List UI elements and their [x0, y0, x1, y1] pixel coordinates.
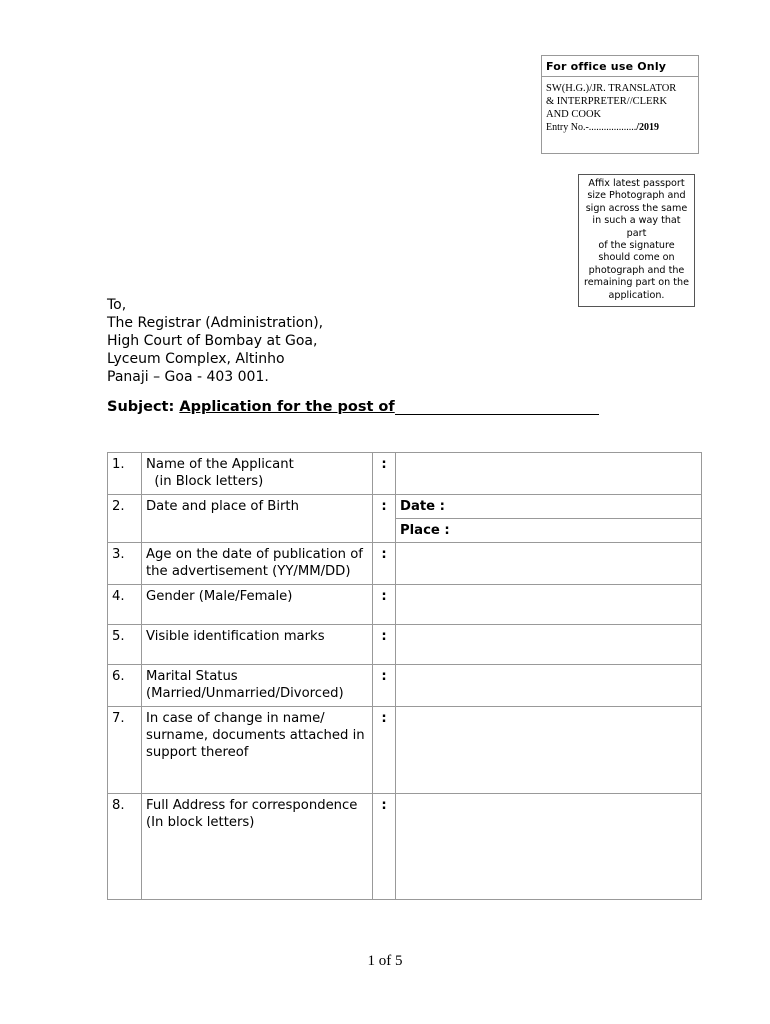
entry-number-prefix: Entry No.-...................: [546, 122, 637, 133]
row-label-line: Age on the date of publication of: [146, 547, 363, 562]
address-salutation: To,: [107, 297, 127, 313]
photo-instruction-line: in such a way that: [592, 215, 681, 227]
photo-instruction-line: size Photograph and: [587, 190, 686, 202]
photo-instruction-line: should come on: [598, 252, 675, 264]
row-number: 1.: [108, 453, 142, 495]
photo-instruction-line: photograph and the: [588, 264, 685, 276]
row-label-line: Marital Status: [146, 669, 238, 684]
row-label: [142, 665, 373, 707]
photo-instruction-line: application.: [608, 289, 665, 301]
age-field[interactable]: [396, 543, 702, 585]
row-label-line: Full Address for correspondence: [146, 798, 358, 813]
row-number: 4.: [108, 585, 142, 625]
row-label-line: In case of change in name/: [146, 711, 325, 726]
entry-number-year: /2019: [636, 122, 660, 133]
row-colon: :: [373, 495, 396, 543]
subject-line: [107, 399, 599, 415]
row-number: 5.: [108, 625, 142, 665]
table-row: [108, 585, 702, 625]
table-row: [108, 665, 702, 707]
row-colon: :: [373, 665, 396, 707]
page-number: 1 of 5: [367, 953, 403, 969]
photo-affix-box: [578, 174, 695, 307]
photo-instruction-line: Affix latest passport: [588, 178, 685, 189]
table-row: [108, 543, 702, 585]
applicant-name-field[interactable]: [396, 453, 702, 495]
row-colon: :: [373, 707, 396, 794]
identification-marks-field[interactable]: [396, 625, 702, 665]
photo-instruction-line: part: [626, 227, 647, 239]
row-colon: :: [373, 794, 396, 900]
table-row: [108, 707, 702, 794]
office-use-box: [541, 55, 699, 154]
row-label: Visible identification marks: [142, 625, 373, 665]
row-label-line: the advertisement (YY/MM/DD): [146, 564, 351, 579]
row-colon: :: [373, 543, 396, 585]
row-number: 7.: [108, 707, 142, 794]
correspondence-address-field[interactable]: [396, 794, 702, 900]
row-label-line: support thereof: [146, 745, 249, 760]
subject-label: Subject:: [107, 399, 175, 415]
table-row: [108, 794, 702, 900]
birth-place-label: Place :: [400, 523, 450, 538]
birth-place-field[interactable]: [396, 519, 702, 543]
birth-date-field[interactable]: [396, 495, 702, 519]
name-change-documents-field[interactable]: [396, 707, 702, 794]
row-colon: :: [373, 625, 396, 665]
photo-instruction-line: remaining part on the: [584, 277, 689, 289]
table-row: [108, 625, 702, 665]
office-use-details: [542, 77, 698, 139]
subject-text: Application for the post of: [179, 399, 395, 415]
office-post-line-1: SW(H.G.)/JR. TRANSLATOR: [546, 83, 677, 94]
row-number: 6.: [108, 665, 142, 707]
row-colon: :: [373, 453, 396, 495]
table-row: [108, 453, 702, 495]
row-label: [142, 707, 373, 794]
office-use-title: For office use Only: [542, 56, 698, 77]
photo-instruction-line: of the signature: [598, 240, 675, 252]
gender-field[interactable]: [396, 585, 702, 625]
row-label-line: (Married/Unmarried/Divorced): [146, 686, 344, 701]
row-label: Gender (Male/Female): [142, 585, 373, 625]
photo-instruction-line: sign across the same: [585, 202, 688, 214]
table-row: [108, 495, 702, 519]
row-label: Date and place of Birth: [142, 495, 373, 543]
address-line-2: High Court of Bombay at Goa,: [107, 333, 318, 349]
address-line-3: Lyceum Complex, Altinho: [107, 351, 285, 367]
office-post-line-2: & INTERPRETER//CLERK: [546, 96, 668, 107]
row-label-line: Name of the Applicant: [146, 457, 294, 472]
row-label: [142, 794, 373, 900]
marital-status-field[interactable]: [396, 665, 702, 707]
recipient-address: [107, 296, 323, 386]
row-number: 2.: [108, 495, 142, 543]
row-label: [142, 453, 373, 495]
birth-date-label: Date :: [400, 499, 445, 514]
post-name-blank[interactable]: [395, 400, 599, 415]
row-colon: :: [373, 585, 396, 625]
address-line-1: The Registrar (Administration),: [107, 315, 324, 331]
row-label-line: (In block letters): [146, 815, 255, 830]
entry-number-line: [546, 121, 694, 134]
row-label-line: (in Block letters): [146, 474, 264, 489]
application-form-table: [107, 452, 702, 900]
row-label-line: surname, documents attached in: [146, 728, 365, 743]
address-line-4: Panaji – Goa - 403 001.: [107, 369, 269, 385]
row-label: [142, 543, 373, 585]
row-number: 3.: [108, 543, 142, 585]
office-post-line-3: AND COOK: [546, 109, 602, 120]
row-number: 8.: [108, 794, 142, 900]
